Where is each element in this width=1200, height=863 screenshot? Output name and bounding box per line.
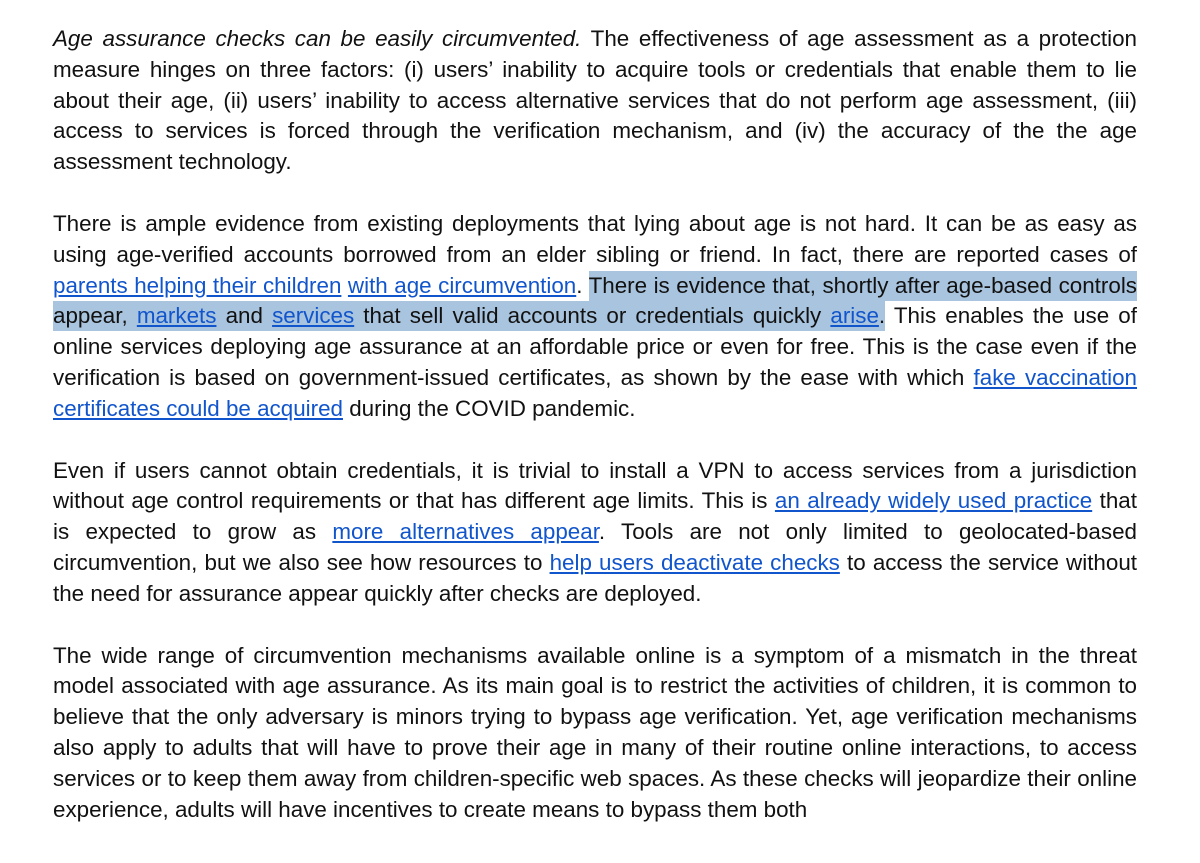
link-widely-used-practice[interactable]: an already widely used practice <box>774 488 1093 514</box>
paragraph-text: This enables the use of online services deploying age assurance at an affordable price or even for free. This is the case even if the verification is based on government-issued certificates, as shown by the ease with which <box>53 303 1137 390</box>
paragraph-lead-heading: Age assurance checks can be easily circumvented. <box>53 26 582 51</box>
paragraph-text: to access the service without the need for assurance appear quickly after checks are deployed. <box>53 549 1137 606</box>
link-more-alternatives[interactable]: more alternatives appear <box>332 519 599 545</box>
paragraph-lying-evidence <box>53 209 1137 425</box>
paragraph-threat-model <box>53 641 1137 826</box>
link-help-deactivate-checks[interactable]: help users deactivate checks <box>549 549 840 575</box>
paragraph-text: Even if users cannot obtain credentials, it is trivial to install a VPN to access services from a jurisdiction without age control requirements or that has different age limits. This is <box>53 457 1137 514</box>
highlighted-text: There is evidence that, shortly after age-based controls appear, <box>53 272 1137 329</box>
link-age-circumvention[interactable]: with age circumvention <box>347 272 577 298</box>
paragraph-vpn-circumvention <box>53 456 1137 610</box>
link-fake-vaccination-certificates[interactable]: fake vaccination certificates could be acquired <box>53 364 1138 421</box>
document-body <box>53 24 1137 825</box>
highlighted-text: and <box>216 303 273 329</box>
paragraph-text: that is expected to grow as <box>53 488 1137 545</box>
highlighted-text: . <box>878 303 886 329</box>
paragraph-text: . Tools are not only limited to geolocated-based circumvention, but we also see how resources to <box>53 519 1137 575</box>
paragraph-text: The effectiveness of age assessment as a protection measure hinges on three factors: (i) users’ inability to acquire tools or credentials that enable them to lie about their age, (ii) users’ inability to access alternative services that do not perform age assessment, (iii) access to services is forced through the verification mechanism, and (iv) the accuracy of the the age assessment technology. <box>53 26 1138 175</box>
highlighted-text: that sell valid accounts or credentials quickly <box>354 303 831 329</box>
link-arise[interactable]: arise <box>830 303 879 329</box>
paragraph-circumvention-intro <box>53 24 1137 178</box>
paragraph-text: The wide range of circumvention mechanisms available online is a symptom of a mismatch in the threat model associated with age assurance. As its main goal is to restrict the activities of children, it is common to believe that the only adversary is minors trying to bypass age verification. Yet, age verification mechanisms also apply to adults that will have to prove their age in many of their routine online interactions, to access services or to keep them away from children-specific web spaces. As these checks will jeopardize their online experience, adults will have incentives to create means to bypass them both <box>53 642 1137 822</box>
link-parents-helping-children[interactable]: parents helping their children <box>53 272 342 298</box>
paragraph-text: during the COVID pandemic. <box>343 395 636 421</box>
link-services[interactable]: services <box>272 303 355 329</box>
paragraph-text: . <box>576 272 589 298</box>
paragraph-text: There is ample evidence from existing deployments that lying about age is not hard. It can be as easy as using age-verified accounts borrowed from an elder sibling or friend. In fact, there are reported cases of <box>53 210 1137 267</box>
link-markets[interactable]: markets <box>136 303 217 329</box>
